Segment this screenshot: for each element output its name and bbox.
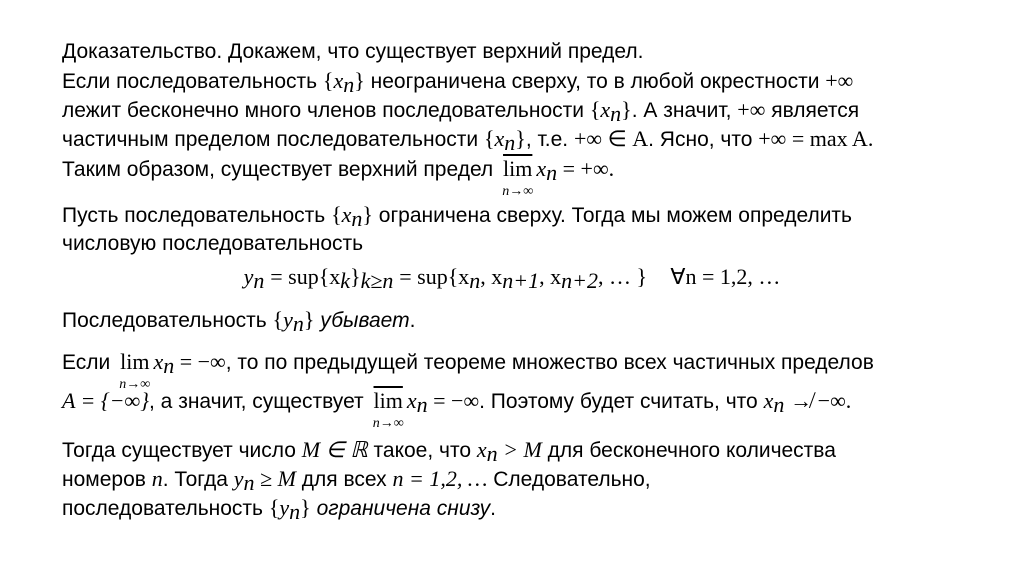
math-set-close: }: [354, 68, 365, 93]
text: для бесконечного количества: [541, 439, 836, 462]
math-in-A: +∞ ∈ A: [573, 126, 649, 151]
text: лежит бесконечно много членов последовательности: [62, 99, 590, 122]
text: такое, что: [367, 439, 477, 462]
text: частичным пределом последовательности: [62, 128, 484, 151]
math-plus-infinity: +∞: [825, 68, 854, 93]
line-unbounded: [62, 68, 853, 95]
lim-word: $\overline{lim}$: [373, 388, 403, 413]
math-set-open: {: [483, 126, 495, 151]
formula-yn-sup: [0, 264, 1024, 291]
text: Если последовательность: [62, 70, 323, 93]
math-n: n: [151, 466, 163, 491]
math-gt-M: > M: [497, 437, 542, 462]
text: . А значит,: [631, 99, 738, 122]
math-sub: n: [343, 72, 355, 97]
lim-word: $\overline{lim}$: [503, 156, 533, 181]
math-x: x: [341, 202, 352, 227]
math-y: y: [233, 466, 244, 491]
math-sub: n+1: [502, 268, 540, 293]
math-set-open: {: [589, 97, 601, 122]
math-x: x: [600, 97, 611, 122]
lim-sub: n→∞: [372, 416, 404, 431]
line-bounded: [62, 202, 852, 229]
line-exists-M: [62, 437, 836, 464]
text: ограничена сверху. Тогда мы можем определить: [372, 204, 852, 227]
math-forall: ∀n = 1,2, …: [670, 264, 781, 289]
line-bounded-below: [62, 495, 496, 522]
math-sup: = sup{x: [270, 264, 341, 289]
math-eq: = +∞.: [557, 156, 615, 181]
text-italic: ограничена снизу: [316, 497, 491, 520]
math-limsup: [502, 156, 534, 199]
math-comma: , x: [539, 264, 562, 289]
text: .: [490, 497, 496, 520]
lim-word: lim: [120, 349, 150, 374]
math-max-A: +∞ = max A.: [758, 126, 874, 151]
line-numeric-seq: [62, 231, 363, 257]
math-sup: = sup{x: [399, 264, 470, 289]
math-M-in-R: M ∈ ℝ: [301, 437, 368, 462]
math-sub: n+2: [561, 268, 599, 293]
math-set-close: }: [362, 202, 373, 227]
math-x: x: [406, 388, 417, 413]
math-n-range: n = 1,2, …: [392, 466, 488, 491]
line-infinitely-many: [62, 97, 859, 124]
math-eq: = −∞: [174, 349, 226, 374]
math-set-open: {: [268, 495, 280, 520]
text: , а значит, существует: [149, 390, 370, 413]
math-sub: n: [486, 441, 498, 466]
math-set-close: }: [303, 307, 315, 332]
text: Если: [62, 351, 117, 374]
text: неограничена сверху, то в любой окрестности: [364, 70, 826, 93]
math-x: x: [333, 68, 344, 93]
math-sub: n: [351, 206, 363, 231]
text: Последовательность: [62, 309, 273, 332]
math-sub: n: [416, 392, 428, 417]
math-sub: k: [340, 268, 351, 293]
math-sub: n: [469, 268, 481, 293]
text: . Поэтому будет считать, что: [479, 390, 764, 413]
text: Таким образом, существует верхний предел: [62, 158, 500, 181]
line-proof-intro: [62, 39, 643, 65]
math-sub: n: [546, 160, 558, 185]
text: , т.е.: [525, 128, 574, 151]
text-italic: убывает: [320, 309, 410, 332]
text: . Тогда: [162, 468, 234, 491]
math-sub: k≥n: [360, 268, 394, 293]
math-sub: n: [289, 499, 301, 524]
lim-sub: n→∞: [502, 184, 534, 199]
text: Пусть последовательность: [62, 204, 332, 227]
math-A-set: A = {−∞}: [62, 388, 150, 413]
math-set-open: {: [331, 202, 342, 227]
math-set-close: }: [621, 97, 632, 122]
text: . Ясно, что: [648, 128, 759, 151]
line-upper-limit-inf: [62, 156, 615, 199]
math-x: x: [494, 126, 505, 151]
math-sub: n: [504, 130, 516, 155]
math-eq: = −∞: [427, 388, 480, 413]
math-sub: n: [292, 311, 304, 336]
line-liminf-case: [62, 349, 874, 392]
line-partial-limit: [62, 126, 873, 153]
math-sub: n: [253, 268, 265, 293]
math-set-close: }: [515, 126, 526, 151]
text: , то по предыдущей теореме множество всех частичных пределов: [225, 351, 874, 374]
math-limsup: [372, 388, 404, 431]
line-numbers-n: [62, 466, 651, 493]
text: Следовательно,: [487, 468, 651, 491]
math-y: y: [283, 307, 293, 332]
math-x: x: [476, 437, 487, 462]
math-sub: n: [610, 101, 622, 126]
math-x: x: [153, 349, 164, 374]
text: номеров: [62, 468, 152, 491]
text: является: [765, 99, 860, 122]
math-set-open: {: [272, 307, 284, 332]
math-sub: n: [243, 470, 255, 495]
math-ge-M: ≥ M: [254, 466, 296, 491]
line-A-minf: [62, 388, 852, 431]
math-x: x: [763, 388, 774, 413]
math-ellipsis: , … }: [598, 264, 648, 289]
math-y: y: [279, 495, 290, 520]
lim-sub: n→∞: [119, 377, 151, 392]
math-lim: [119, 349, 151, 392]
math-plus-infinity: +∞: [737, 97, 766, 122]
math-x: x: [536, 156, 547, 181]
text: Доказательство. Докажем, что существует верхний предел.: [62, 40, 644, 63]
math-comma: , x: [480, 264, 503, 289]
text: для всех: [295, 468, 393, 491]
math-set-close: }: [350, 264, 361, 289]
line-decreasing: [62, 307, 415, 334]
math-not-to: ↛ −∞.: [790, 388, 852, 413]
text: последовательность: [62, 497, 269, 520]
text: .: [409, 309, 416, 332]
text: числовую последовательность: [62, 232, 364, 255]
math-set-open: {: [322, 68, 334, 93]
math-set-close: }: [300, 495, 311, 520]
text: Тогда существует число: [62, 439, 302, 462]
math-sub: n: [163, 353, 175, 378]
math-y: y: [243, 264, 254, 289]
math-sub: n: [773, 392, 785, 417]
